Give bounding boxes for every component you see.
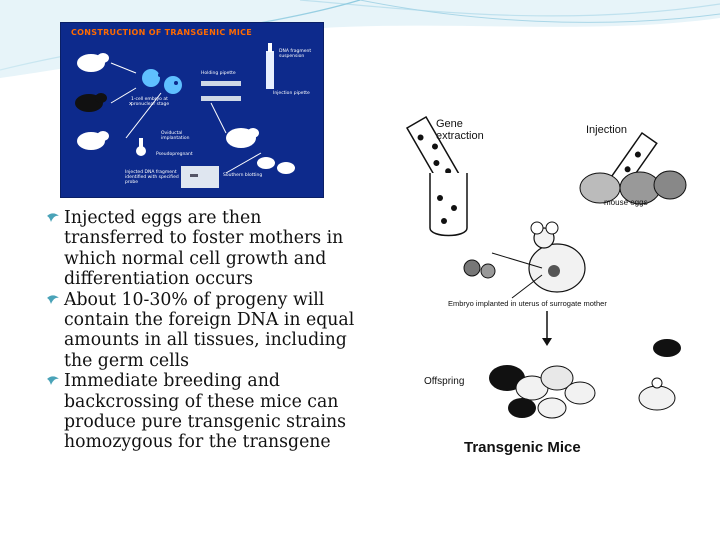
bullet-text: About 10-30% of progeny will contain the foreign DNA in equal amounts in all tissues, including the germ cells xyxy=(64,289,355,371)
offspring-label: Offspring xyxy=(424,376,465,387)
holding-pipette-label: Holding pipette xyxy=(201,71,236,76)
injected-dna-label: Injected DNA fragment identified with specified probe xyxy=(125,170,179,185)
dna-suspension-label: DNA fragment suspension xyxy=(279,49,312,59)
bullet-item xyxy=(40,208,360,290)
injection-pipette-label: Injection pipette xyxy=(273,91,310,96)
oviduct-implantation-label: Oviductal implantation xyxy=(161,131,190,141)
mouse-eggs-label: mouse eggs xyxy=(604,198,648,207)
bullet-list xyxy=(40,208,360,453)
svg-text:x: x xyxy=(129,101,132,107)
construction-figure-title: CONSTRUCTION OF TRANSGENIC MICE xyxy=(71,28,253,37)
transgenic-mice-title: Transgenic Mice xyxy=(464,439,581,456)
southern-blotting-label: Southern blotting xyxy=(223,173,263,178)
construction-figure xyxy=(60,22,324,198)
bullet-text: Injected eggs are then transferred to foster mothers in which normal cell growth and differentiation occurs xyxy=(64,208,344,290)
one-cell-embryo-label: 1-cell embryo at pronuclear stage xyxy=(131,97,170,107)
bullet-item xyxy=(40,371,360,453)
pseudopregnant-label: Pseudopregnant xyxy=(156,152,193,157)
bullet-icon xyxy=(45,373,61,389)
transgenic-mice-figure xyxy=(372,103,706,465)
bullet-item xyxy=(40,290,360,372)
bullet-text: Immediate breeding and backcrossing of these mice can produce pure transgenic strains homozygous for the transgene xyxy=(64,371,347,453)
gene-extraction-label: Gene extraction xyxy=(436,118,484,142)
transgenic-mice-illustration xyxy=(372,103,706,465)
bullet-icon xyxy=(45,292,61,308)
bullet-icon xyxy=(45,210,61,226)
injection-label: Injection xyxy=(586,124,627,136)
embryo-implanted-label: Embryo implanted in uterus of surrogate mother xyxy=(448,299,607,308)
